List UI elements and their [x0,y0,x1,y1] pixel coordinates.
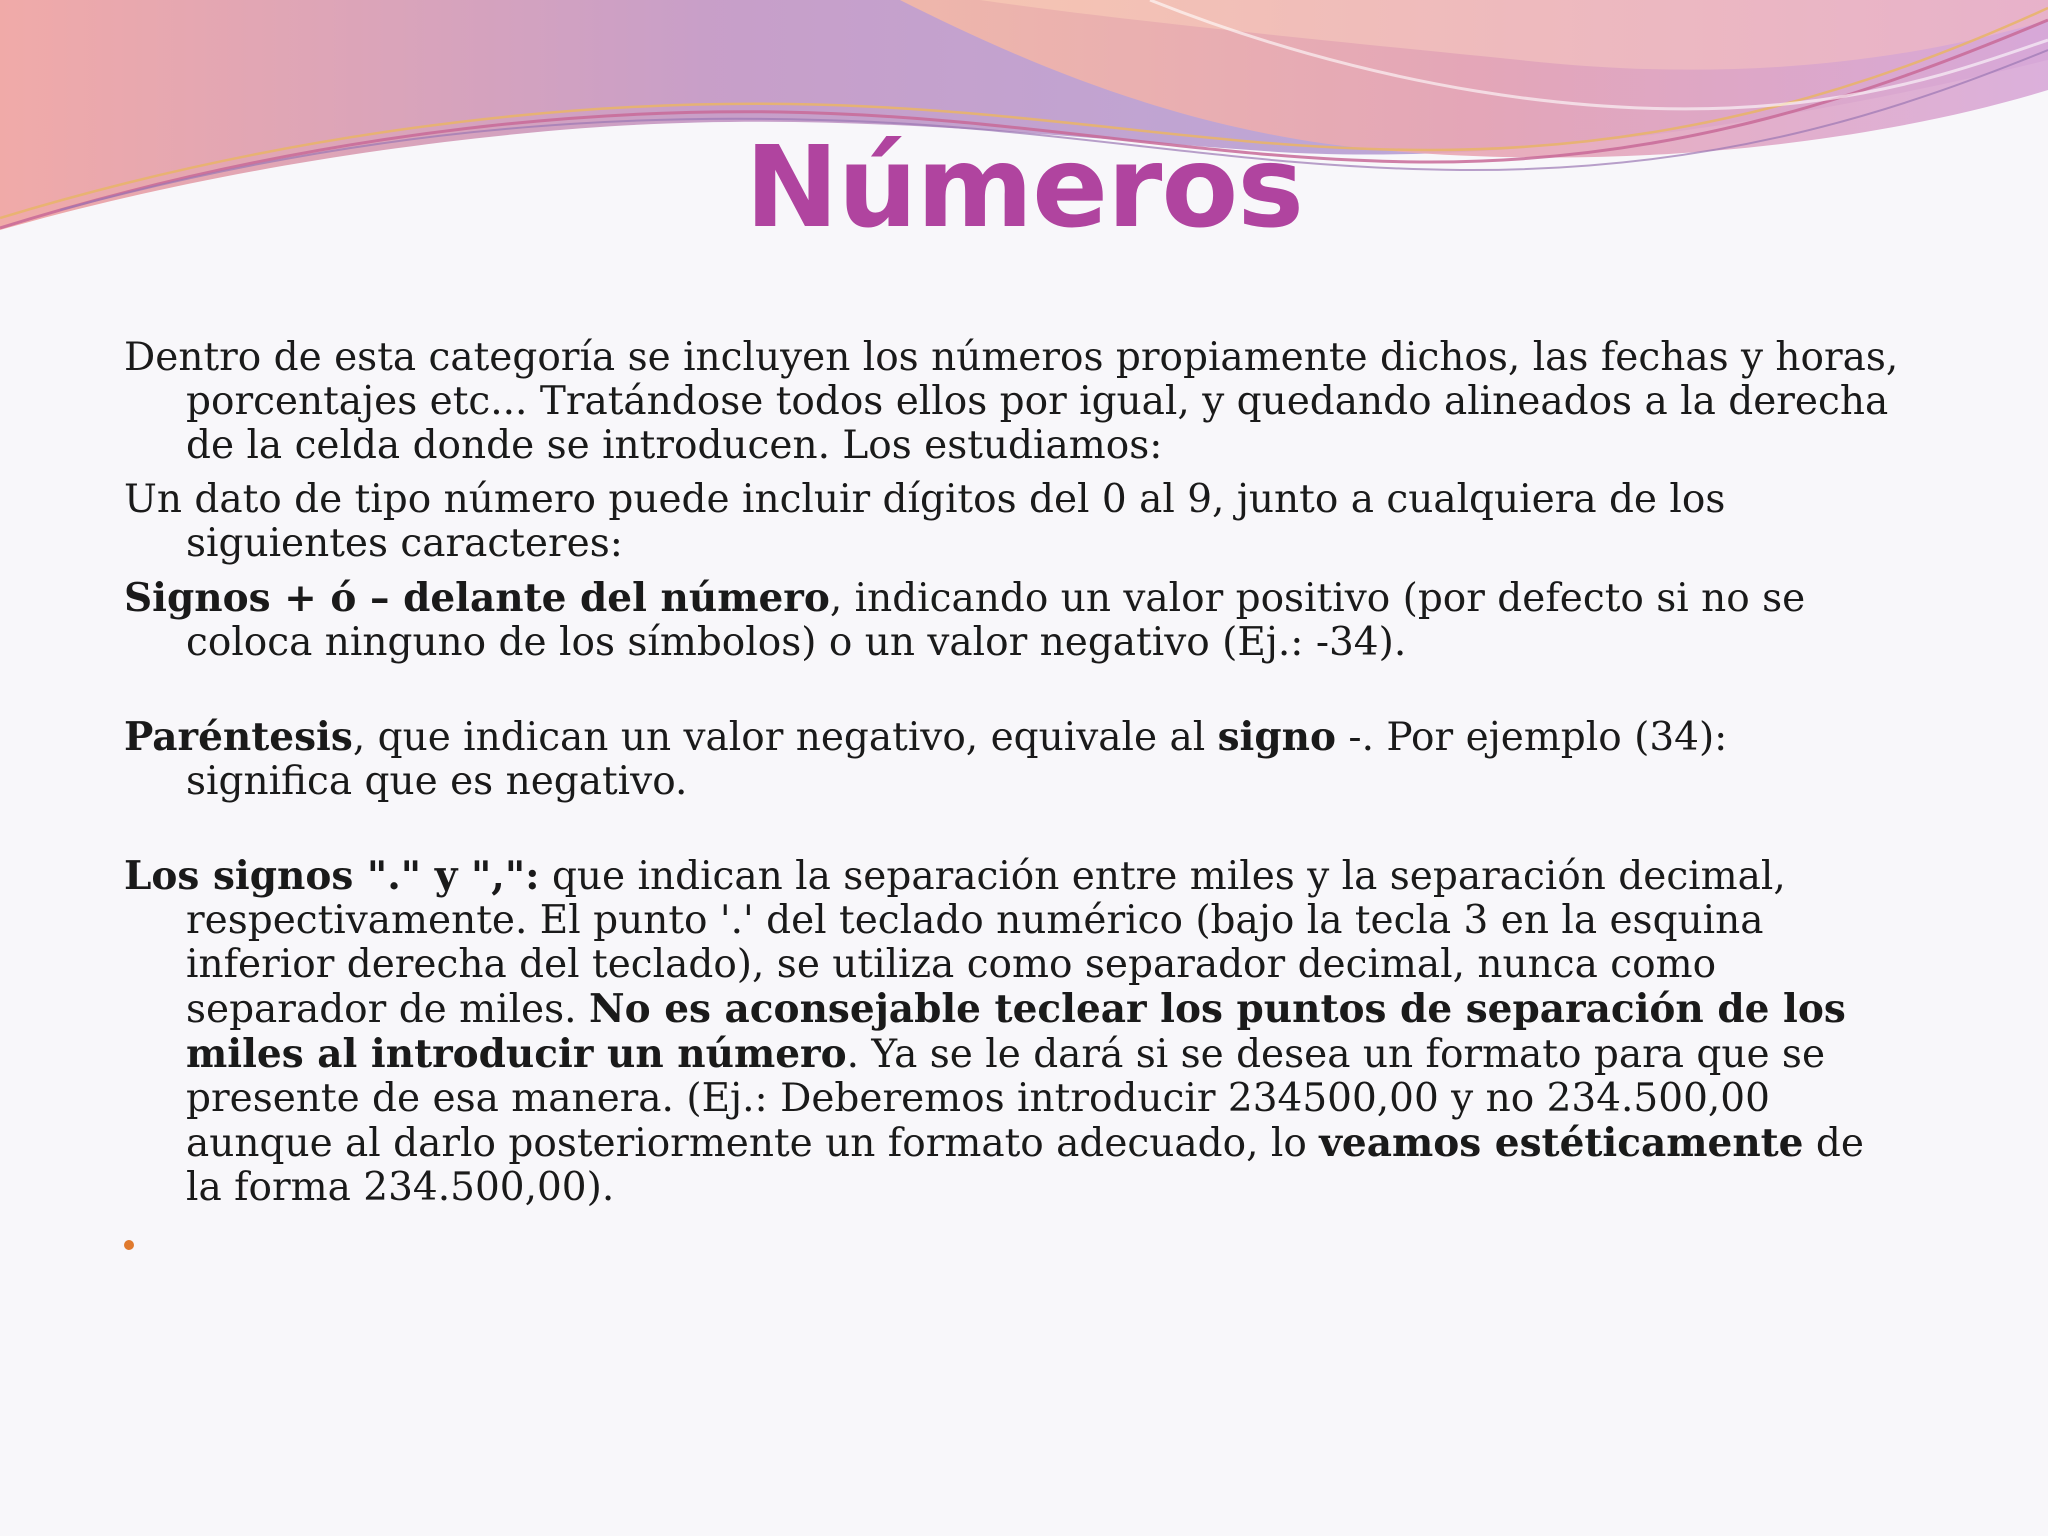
text-run: -. Por ejemplo (34): significa que es negativo. [186,715,1728,804]
empty-bullet-icon [124,1240,134,1250]
text-run: Un dato de tipo número puede incluir dígitos del 0 al 9, junto a cualquiera de los siguientes caracteres: [124,477,1726,566]
text-run: , indicando un valor positivo (por defecto si no se coloca ninguno de los símbolos) o un valor negativo (Ej.: -34). [186,576,1806,665]
paragraph-separators [124,854,1904,1210]
text-run-bold: veamos estéticamente [1319,1120,1804,1166]
text-run-bold: Los signos "." y ",": [124,853,540,899]
text-run-bold: signo [1217,714,1337,760]
paragraph-signs [124,576,1904,665]
text-run-bold: No es aconsejable teclear los puntos de separación de los miles al introducir un número [186,986,1846,1077]
slide-body [124,336,1904,1220]
text-run-bold: Signos + ó – delante del número [124,575,830,621]
text-run: , que indican un valor negativo, equivale al [352,715,1218,760]
text-run: que indican la separación entre miles y la separación decimal, respectivamente. El punto '.' del teclado numérico (bajo la tecla 3 en la esquina inferior derecha del teclado), se utiliza como separador decimal, nunca como separador de miles. [186,854,1786,1032]
paragraph-digits [124,478,1904,566]
text-run: . Ya se le dará si se desea un formato para que se presente de esa manera. (Ej.: Deberemos introducir 234500,00 y no 234.500,00 aunque al darlo posteriormente un formato adecuado, lo [186,1032,1826,1166]
text-run-bold: Paréntesis [124,714,353,760]
paragraph-intro [124,336,1904,468]
text-run: Dentro de esta categoría se incluyen los números propiamente dichos, las fechas y horas, porcentajes etc... Tratándose todos ellos por igual, y quedando alineados a la derecha de la celda donde se introducen. Los estudiamos: [124,335,1899,468]
paragraph-parentheses [124,715,1904,804]
slide-title: Números [745,123,1303,253]
text-run: de la forma 234.500,00). [186,1121,1864,1210]
